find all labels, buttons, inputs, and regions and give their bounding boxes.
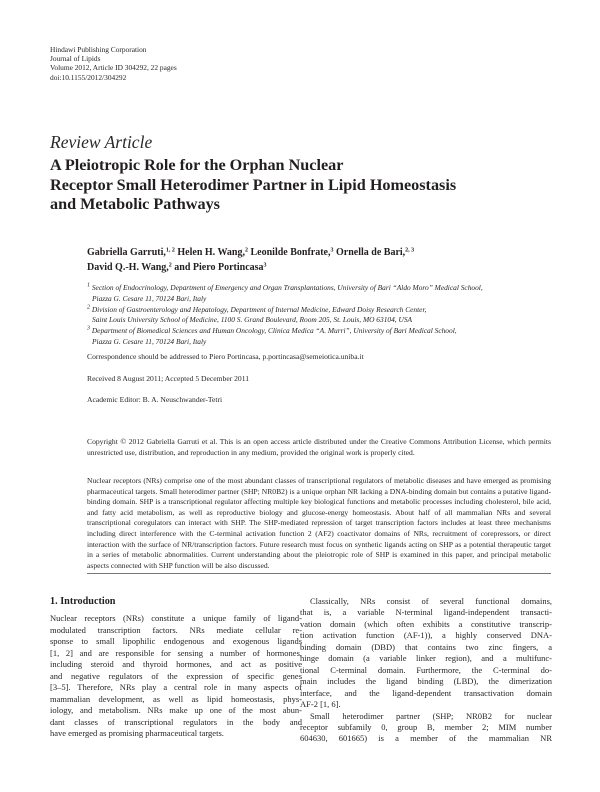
article-type: Review Article bbox=[50, 132, 153, 152]
author-affiliation-sup: 2 bbox=[168, 262, 172, 269]
affiliation-line: Piazza G. Cesare 11, 70124 Bari, Italy bbox=[92, 293, 207, 303]
correspondence: Correspondence should be addressed to Piero Portincasa, p.portincasa@semeiotica.uniba.it bbox=[87, 352, 364, 361]
doi: doi:10.1155/2012/304292 bbox=[50, 72, 127, 82]
text-line: have emerged as promising pharmaceutical targets. bbox=[50, 727, 224, 738]
author-name: Gabriella Garruti, bbox=[87, 247, 166, 258]
author-name: Leonilde Bonfrate, bbox=[248, 247, 331, 258]
author-affiliation-sup: 1, 2 bbox=[165, 247, 175, 254]
text-line: Nuclear receptors (NRs) constitute a unique family of ligand- bbox=[50, 613, 302, 624]
text-line: receptor subfamily 0, group B, member 2; MIM number bbox=[300, 721, 552, 732]
text-line: [1, 2] and are responsible for sensing a number of hormones, bbox=[50, 647, 302, 658]
affiliation-number: 1 bbox=[87, 282, 90, 289]
text-line: and negative regulators of the expression of specific genes bbox=[50, 670, 302, 681]
text-line: AF-2 [1, 6]. bbox=[300, 699, 341, 710]
right-column bbox=[300, 596, 552, 745]
section-heading: 1. Introduction bbox=[50, 596, 116, 607]
text-line: sponse to small lipophilic endogenous and exogenous ligands bbox=[50, 636, 302, 647]
author-name: Ornella de Bari, bbox=[333, 247, 406, 258]
text-line: main includes the ligand binding (LBD), the dimerization bbox=[300, 676, 552, 687]
affiliation-line: Saint Louis University School of Medicine, 1100 S. Grand Boulevard, Room 205, St. Louis, MO 63104, USA bbox=[92, 315, 413, 325]
author-affiliation-sup: 2 bbox=[245, 247, 248, 254]
text-line: binding domain (DBD) that contains two zinc fingers, a bbox=[300, 641, 552, 652]
publisher: Hindawi Publishing Corporation bbox=[50, 45, 147, 54]
affiliation-line bbox=[87, 326, 483, 337]
text-line: Small heterodimer partner (SHP; NR0B2 for nuclear bbox=[310, 710, 552, 721]
section-divider bbox=[87, 573, 551, 574]
text-line: including steroid and thyroid hormones, and act as positive bbox=[50, 659, 302, 670]
text-line: vation domain (which often exhibits a constitutive transcrip- bbox=[300, 618, 552, 629]
text-line: hinge domain (a variable linker region), and a multifunc- bbox=[300, 653, 552, 664]
text-line: mammalian development, as well as lipid homeostasis, phys- bbox=[50, 693, 302, 704]
text-line: [3–5]. Therefore, NRs play a central role in many aspects of bbox=[50, 682, 302, 693]
received-dates: Received 8 August 2011; Accepted 5 December 2011 bbox=[87, 374, 250, 383]
academic-editor: Academic Editor: B. A. Neuschwander-Tetri bbox=[87, 395, 223, 404]
text-line: 604630, 601665) is a member of the mammalian NR bbox=[300, 733, 552, 744]
volume-info: Volume 2012, Article ID 304292, 22 pages bbox=[50, 63, 177, 73]
abstract: Nuclear receptors (NRs) comprise one of the most abundant classes of transcriptional regulators of metabolic diseases and have emerged as promising pharmaceutical targets. Small heterodimer partner (SHP; NR0B2) is a unique orphan NR lacking a DNA-binding domain but contains a putative ligand-binding domain. SHP is a transcriptional regulator affecting multiple key biological functions and metabolic processes including cholesterol, bile acid, and fatty acid metabolism, as well as reproductive biology and glucose-energy homeostasis. About half of all mammalian NRs and several transcriptional coregulators can interact with SHP. The SHP-mediated repression of target transcription factors includes at least three mechanisms including direct interference with the C-terminal activation function 2 (AF2) coactivator domains of NRs, recruitment of corepressors, or direct interaction with the surface of NR/transcription factors. Future research must focus on synthetic ligands acting on SHP as a potential therapeutic target in a series of metabolic abnormalities. Current understanding about the pleiotropic role of SHP is examined in this paper, and principal metabolic aspects connected with SHP function will be also discussed. bbox=[87, 476, 551, 570]
author-affiliation-sup: 3 bbox=[263, 262, 267, 269]
author-affiliation-sup: 2, 3 bbox=[405, 247, 415, 254]
affiliation-text: Section of Endocrinology, Department of Emergency and Organ Transplantations, University of Bari “Aldo Moro” Medical School, bbox=[90, 283, 483, 292]
text-line: Classically, NRs consist of several functional domains, bbox=[310, 596, 552, 606]
journal-header bbox=[50, 45, 177, 82]
title-line: and Metabolic Pathways bbox=[50, 195, 220, 213]
affiliation-line bbox=[87, 283, 483, 294]
author-line bbox=[87, 245, 414, 260]
author-affiliation-sup: 3 bbox=[330, 247, 334, 254]
affiliation-number: 2 bbox=[87, 304, 90, 311]
affiliation-line bbox=[87, 305, 483, 316]
author-list bbox=[87, 245, 414, 275]
author-name: David Q.-H. Wang, bbox=[87, 262, 169, 273]
affiliation-list bbox=[87, 283, 483, 348]
text-line: tion activation function (AF-1)), a highly conserved DNA- bbox=[300, 630, 552, 641]
text-line: iology, and metabolism. NRs make up one of the most abun- bbox=[50, 705, 302, 716]
author-line bbox=[87, 260, 414, 275]
left-column bbox=[50, 596, 302, 739]
text-line: dant classes of transcriptional regulators in the body and bbox=[50, 716, 302, 727]
affiliation-text: Department of Biomedical Sciences and Human Oncology, Clinica Medica “A. Murri”, University of Bari Medical School, bbox=[90, 326, 457, 336]
copyright-notice: Copyright © 2012 Gabriella Garruti et al. This is an open access article distributed under the Creative Commons Attribution License, which permits unrestricted use, distribution, and reproduction in any medium, provided the original work is properly cited. bbox=[87, 437, 551, 457]
text-line: tional C-terminal domain. Furthermore, the C-terminal do- bbox=[300, 664, 552, 675]
affiliation-line: Piazza G. Cesare 11, 70124 Bari, Italy bbox=[92, 336, 207, 346]
affiliation-number: 3 bbox=[87, 325, 90, 332]
journal-name: Journal of Lipids bbox=[50, 54, 101, 64]
affiliation-text: Division of Gastroenterology and Hepatology, Department of Internal Medicine, Edward Doisy Research Center, bbox=[90, 304, 427, 314]
author-name: and Piero Portincasa bbox=[171, 262, 264, 273]
author-name: Helen H. Wang, bbox=[174, 247, 245, 258]
text-line: interface, and the ligand-dependent transactivation domain bbox=[300, 687, 552, 698]
text-line: modulated transcription factors. NRs mediate cellular re- bbox=[50, 624, 302, 635]
title-line: A Pleiotropic Role for the Orphan Nuclear bbox=[50, 156, 344, 174]
paper-title bbox=[50, 156, 580, 215]
title-line: Receptor Small Heterodimer Partner in Lipid Homeostasis bbox=[50, 175, 457, 194]
text-line: that is, a variable N-terminal ligand-independent transacti- bbox=[300, 607, 552, 618]
